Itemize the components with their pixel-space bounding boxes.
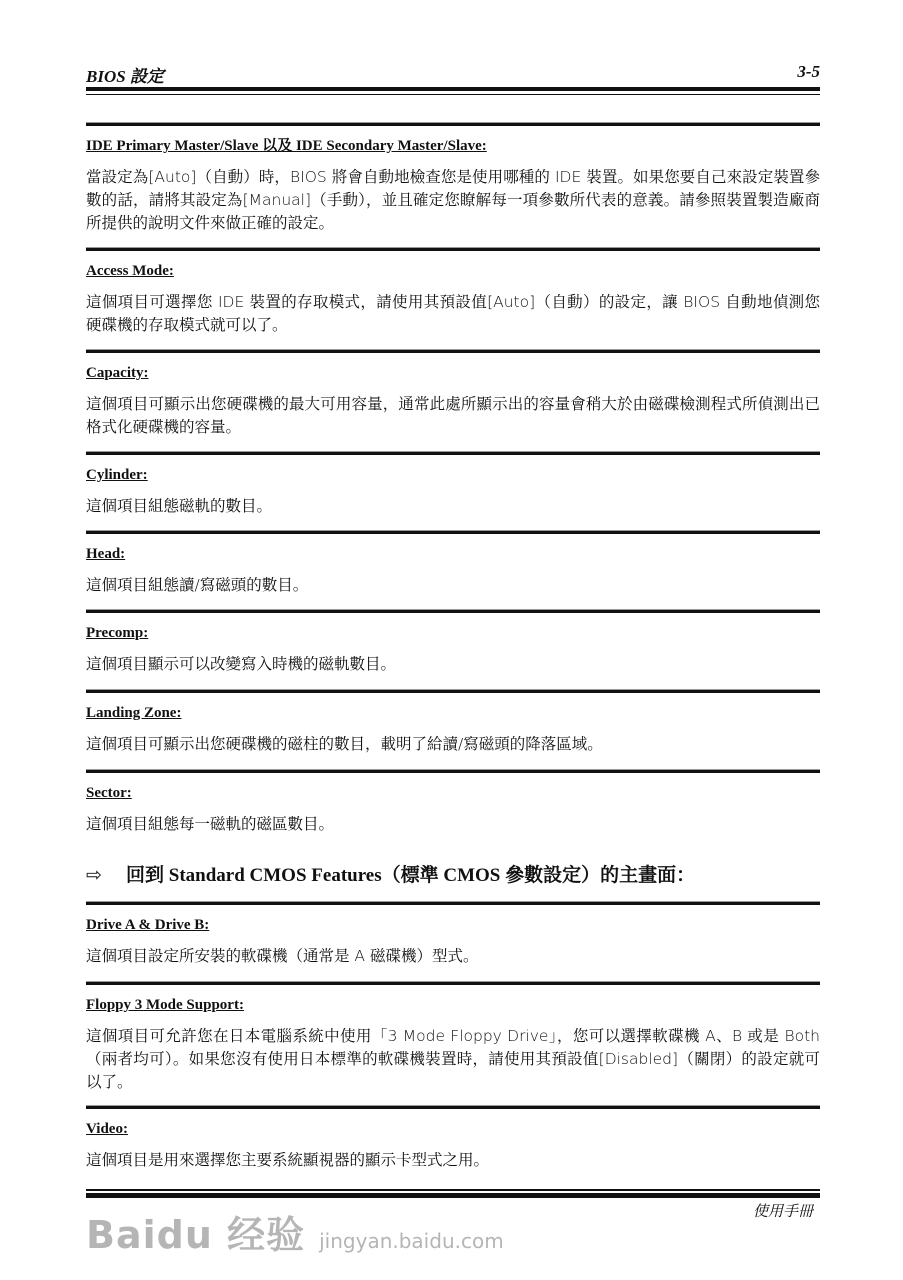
section-body: 這個項目組態每一磁軌的磁區數目。 (86, 815, 335, 833)
section-title: Head: (86, 546, 126, 562)
section-title: IDE Primary Master/Slave 以及 IDE Secondary Master/Slave: (86, 138, 487, 154)
section-title: Floppy 3 Mode Support: (86, 997, 244, 1013)
section-body: 這個項目顯示可以改變寫入時機的磁軌數目。 (86, 655, 397, 673)
section-title: Access Mode: (86, 263, 174, 279)
section-body: 這個項目可允許您在日本電腦系統中使用「3 Mode Floppy Drive」，您可以選擇軟碟機 A、B 或是 Both（兩者均可）。如果您沒有使用日本標準的軟碟機裝置時，請使用其預設值[Disabled]（關閉）的設定就可以了。 (86, 1027, 820, 1091)
section-body: 這個項目組態讀/寫磁頭的數目。 (86, 576, 309, 594)
footer-label: 使用手冊 (752, 1202, 813, 1220)
section-cylinder (86, 452, 820, 518)
section-body: 這個項目可顯示出您硬碟機的最大可用容量，通常此處所顯示出的容量會稍大於由磁碟檢測程式所偵測出已格式化硬碟機的容量。 (86, 395, 820, 436)
section-title: Cylinder: (86, 467, 148, 483)
section-head (86, 531, 820, 597)
section-title: Video: (86, 1121, 128, 1137)
header-rule (86, 87, 820, 91)
return-heading-text: 回到 Standard CMOS Features（標準 CMOS 參數設定）的主畫面： (126, 865, 696, 886)
section-title: Capacity: (86, 365, 149, 381)
section-video (86, 1106, 820, 1172)
return-heading (86, 860, 820, 887)
section-capacity (86, 350, 820, 439)
header-title: BIOS 設定 (86, 67, 164, 86)
section-title: Sector: (86, 785, 132, 801)
section-ide (86, 123, 820, 235)
section-access-mode (86, 248, 820, 337)
section-title: Precomp: (86, 625, 149, 641)
watermark-logo: Baidu 经验 (86, 1213, 306, 1257)
footer-rule (86, 1189, 820, 1198)
watermark-url: jingyan.baidu.com (319, 1229, 504, 1253)
section-body: 這個項目可顯示出您硬碟機的磁柱的數目，載明了給讀/寫磁頭的降落區域。 (86, 735, 603, 753)
section-precomp (86, 610, 820, 676)
page-header (86, 62, 820, 86)
watermark (86, 1212, 504, 1264)
section-body: 這個項目可選擇您 IDE 裝置的存取模式，請使用其預設值[Auto]（自動）的設定，讓 BIOS 自動地偵測您硬碟機的存取模式就可以了。 (86, 293, 820, 334)
section-body: 當設定為[Auto]（自動）時，BIOS 將會自動地檢查您是使用哪種的 IDE 裝置。如果您要自己來設定裝置參數的話，請將其設定為[Manual]（手動），並且確定您瞭解每一項參數所代表的意義。請參照裝置製造廠商所提供的說明文件來做正確的設定。 (86, 168, 820, 232)
section-title: Drive A & Drive B: (86, 917, 210, 933)
page-number: 3-5 (797, 62, 820, 81)
section-floppy (86, 982, 820, 1094)
section-title: Landing Zone: (86, 705, 182, 721)
section-drive (86, 902, 820, 968)
section-landing-zone (86, 690, 820, 756)
section-body: 這個項目組態磁軌的數目。 (86, 497, 273, 515)
section-body: 這個項目設定所安裝的軟碟機（通常是 A 磁碟機）型式。 (86, 947, 479, 965)
arrow-right-outline-icon: ⇨ (86, 865, 102, 886)
section-body: 這個項目是用來選擇您主要系統顯視器的顯示卡型式之用。 (86, 1151, 490, 1169)
section-sector (86, 770, 820, 836)
